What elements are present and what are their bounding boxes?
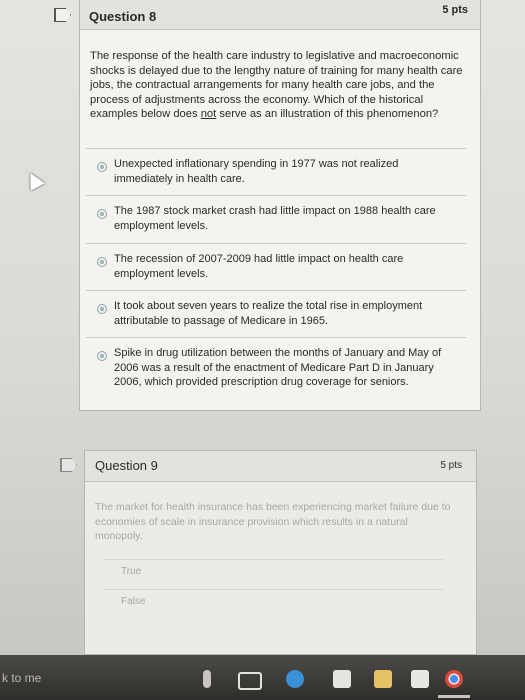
answer-false[interactable] — [103, 589, 443, 620]
chrome-icon[interactable] — [445, 670, 463, 688]
answer-option-5[interactable] — [86, 337, 466, 399]
question-8-prompt: The response of the health care industry to legislative and macroeconomic shocks is delayed due to the lengthy nature of training for many health care jobs, the contractual arrangements for many health care jobs, and the process of adjustments across the economy. Which of the historical examples below does not serve as an illustration of this phenomenon? — [90, 50, 463, 120]
answer-option-4[interactable] — [86, 290, 466, 336]
radio-button[interactable] — [97, 304, 107, 314]
answer-option-3-text: The recession of 2007-2009 had little impact on health care employment levels. — [114, 253, 404, 280]
radio-button[interactable] — [97, 162, 107, 172]
answer-option-2[interactable] — [86, 195, 466, 241]
radio-button[interactable] — [97, 209, 107, 219]
answer-option-5-text: Spike in drug utilization between the months of January and May of 2006 was a result of the enactment of Medicare Part D in January 2006, which provided prescription drug coverage for seniors. — [114, 347, 442, 388]
question-9-header — [85, 451, 476, 482]
cortana-search-box[interactable]: k to me — [2, 671, 42, 685]
store-icon[interactable] — [333, 670, 351, 688]
question-9-points: 5 pts — [440, 460, 462, 471]
emphasis-not: not — [200, 108, 217, 120]
question-9-title: Question 9 — [95, 458, 158, 473]
mail-icon[interactable] — [411, 670, 429, 688]
question-8-header — [80, 0, 480, 30]
taskbar — [0, 655, 525, 700]
question-9-prompt: The market for health insurance has been experiencing market failure due to economies of scale in insurance provision which results in a natural monopoly. — [95, 501, 451, 542]
radio-button[interactable] — [97, 351, 107, 361]
answer-true-text: True — [121, 566, 142, 577]
flag-question-8-icon[interactable] — [54, 8, 71, 22]
answer-option-1-text: Unexpected inflationary spending in 1977 was not realized immediately in health care. — [114, 158, 399, 185]
file-explorer-icon[interactable] — [374, 670, 392, 688]
answer-option-2-text: The 1987 stock market crash had little impact on 1988 health care employment levels. — [114, 205, 436, 232]
mouse-cursor-icon — [23, 169, 45, 191]
answer-true[interactable] — [103, 559, 443, 590]
answer-false-text: False — [121, 596, 146, 607]
answer-option-4-text: It took about seven years to realize the total rise in employment attributable to passage of Medicare in 1965. — [114, 300, 423, 327]
task-view-icon[interactable] — [238, 672, 262, 690]
flag-question-9-icon[interactable] — [60, 458, 77, 472]
edge-icon[interactable] — [286, 670, 304, 688]
question-8-points: 5 pts — [442, 4, 468, 16]
radio-button[interactable] — [97, 257, 107, 267]
question-9-card — [84, 450, 477, 655]
answer-option-3[interactable] — [86, 243, 466, 289]
answer-option-1[interactable] — [86, 148, 466, 194]
microphone-icon[interactable] — [203, 670, 211, 688]
question-8-title: Question 8 — [89, 9, 157, 24]
active-app-indicator — [438, 695, 470, 698]
